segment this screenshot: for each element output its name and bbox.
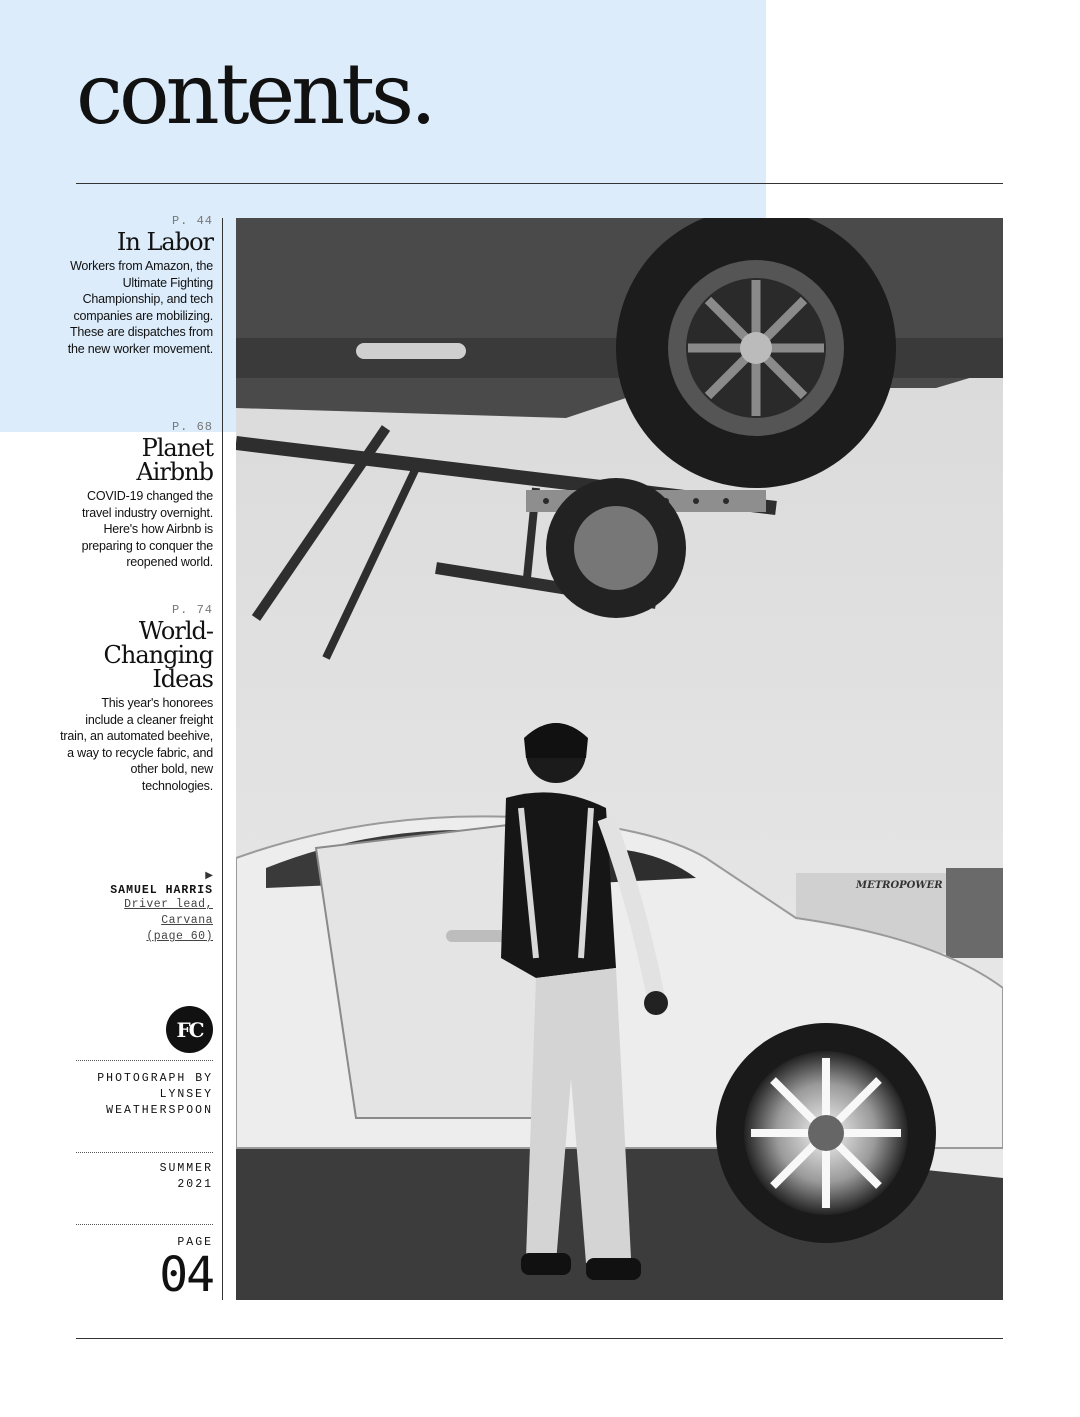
feature-page-ref: P. 44 [171, 214, 213, 228]
fc-logo: FC [166, 1006, 213, 1053]
caption-name: SAMUEL HARRIS [110, 884, 213, 897]
car-wheel [716, 1023, 936, 1243]
photo-caption [60, 868, 213, 945]
top-divider [76, 183, 1003, 184]
credit-line: PHOTOGRAPH BY [97, 1072, 213, 1085]
caption-page-link[interactable]: (page 60) [146, 930, 213, 943]
feature-title[interactable]: Planet Airbnb [136, 434, 213, 486]
masthead-title: contents. [76, 45, 433, 143]
feature-description: This year's honorees include a cleaner freight train, an automated beehive, a way to recycle fabric, and other bold, new technologies. [60, 696, 213, 793]
page-indicator [60, 1235, 213, 1303]
dotted-divider [76, 1152, 213, 1153]
feature-description: Workers from Amazon, the Ultimate Fighting Championship, and tech companies are mobilizing. These are dispatches from the new worker movement. [67, 259, 213, 356]
photo-credit [60, 1071, 213, 1119]
issue-date [60, 1161, 213, 1193]
feature-planet-airbnb[interactable] [60, 420, 213, 571]
sidebar-rule [222, 218, 223, 1300]
caption-arrow-icon: ▶ [205, 870, 213, 881]
caption-role-link[interactable]: Driver lead, [124, 898, 213, 911]
feature-description: COVID-19 changed the travel industry overnight. Here's how Airbnb is preparing to conquer the reopened world. [81, 489, 213, 569]
feature-title[interactable]: World-Changing Ideas [103, 617, 213, 693]
truck-wheel [616, 218, 896, 488]
feature-page-ref: P. 68 [171, 420, 213, 434]
feature-page-ref: P. 74 [171, 603, 213, 617]
credit-line: LYNSEY [159, 1088, 213, 1101]
page-number: 04 [159, 1247, 213, 1303]
bottom-divider [76, 1338, 1003, 1339]
feature-title[interactable]: In Labor [116, 228, 213, 256]
dotted-divider [76, 1060, 213, 1061]
issue-year: 2021 [177, 1178, 213, 1191]
dotted-divider [76, 1224, 213, 1225]
truck-sign-text: METROPOWER [856, 880, 943, 891]
credit-line: WEATHERSPOON [106, 1104, 213, 1117]
feature-in-labor[interactable] [60, 214, 213, 357]
feature-photograph [236, 218, 1003, 1300]
issue-season: SUMMER [159, 1162, 213, 1175]
page-label: PAGE [177, 1236, 213, 1249]
feature-world-changing-ideas[interactable] [60, 603, 213, 794]
caption-company-link[interactable]: Carvana [161, 914, 213, 927]
